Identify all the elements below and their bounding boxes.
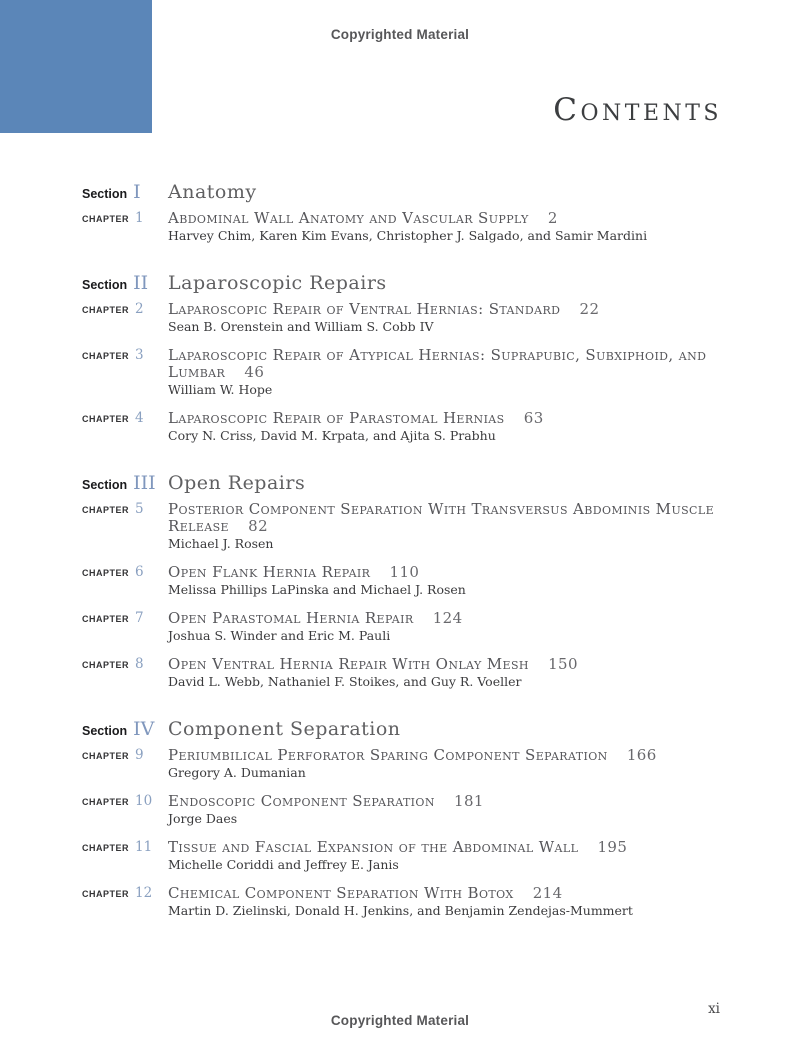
section-label — [82, 181, 168, 203]
section-word: Section — [82, 278, 128, 292]
chapter-page-number: 150 — [548, 655, 578, 673]
chapter-page-number: 82 — [248, 517, 269, 535]
blue-corner-block — [0, 0, 152, 133]
chapter-number: 6 — [135, 564, 144, 580]
chapter-entry — [168, 793, 724, 826]
chapter-title: Periumbilical Perforator Sparing Component Separation — [168, 746, 608, 764]
section-header — [82, 472, 724, 494]
chapter-title-line — [168, 210, 724, 227]
section-number: I — [133, 181, 141, 203]
chapter-word: CHAPTER — [82, 751, 130, 761]
chapter-word: CHAPTER — [82, 614, 130, 624]
chapter-row — [82, 301, 724, 334]
chapter-label — [82, 839, 168, 872]
chapter-number: 1 — [135, 210, 144, 226]
chapter-label — [82, 564, 168, 597]
section-label — [82, 272, 168, 294]
page-title: Contents — [553, 92, 722, 128]
chapter-entry — [168, 564, 724, 597]
chapter-entry — [168, 839, 724, 872]
section-word: Section — [82, 724, 128, 738]
chapter-row — [82, 747, 724, 780]
chapter-entry — [168, 656, 724, 689]
section-word: Section — [82, 187, 128, 201]
chapter-number: 8 — [135, 656, 144, 672]
chapter-title: Tissue and Fascial Expansion of the Abdominal Wall — [168, 838, 579, 856]
chapter-entry — [168, 347, 724, 397]
chapter-label — [82, 793, 168, 826]
chapter-entry — [168, 747, 724, 780]
chapter-number: 7 — [135, 610, 144, 626]
chapter-page-number: 110 — [389, 563, 420, 581]
chapter-authors: David L. Webb, Nathaniel F. Stoikes, and Guy R. Voeller — [168, 674, 522, 689]
chapter-title-line — [168, 793, 724, 810]
chapter-word: CHAPTER — [82, 797, 130, 807]
chapter-title: Endoscopic Component Separation — [168, 792, 435, 810]
chapter-row — [82, 610, 724, 643]
chapter-title-line — [168, 347, 724, 381]
chapter-word: CHAPTER — [82, 889, 130, 899]
chapter-authors: Gregory A. Dumanian — [168, 765, 306, 780]
section-header — [82, 718, 724, 740]
section-number: III — [133, 472, 156, 494]
chapter-number: 12 — [135, 885, 153, 901]
chapter-page-number: 214 — [532, 884, 563, 902]
chapter-number: 3 — [135, 347, 144, 363]
chapter-entry — [168, 210, 724, 243]
chapter-title-line — [168, 747, 724, 764]
chapter-label — [82, 347, 168, 397]
chapter-title: Chemical Component Separation With Botox — [168, 884, 514, 902]
chapter-label — [82, 747, 168, 780]
chapter-word: CHAPTER — [82, 505, 130, 515]
chapter-entry — [168, 410, 724, 443]
chapter-title-line — [168, 839, 724, 856]
chapter-authors: Jorge Daes — [168, 811, 238, 826]
section-label — [82, 718, 168, 740]
chapter-word: CHAPTER — [82, 568, 130, 578]
chapter-title: Laparoscopic Repair of Parastomal Hernias — [168, 409, 505, 427]
chapter-number: 5 — [135, 501, 144, 517]
chapter-number: 2 — [135, 301, 144, 317]
chapter-label — [82, 501, 168, 551]
chapter-entry — [168, 301, 724, 334]
section-title: Open Repairs — [168, 472, 306, 494]
chapter-authors: Michael J. Rosen — [168, 536, 274, 551]
chapter-row — [82, 885, 724, 918]
chapter-authors: Michelle Coriddi and Jeffrey E. Janis — [168, 857, 399, 872]
chapter-authors: Sean B. Orenstein and William S. Cobb IV — [168, 319, 434, 334]
section-label — [82, 472, 168, 494]
chapter-row — [82, 410, 724, 443]
chapter-word: CHAPTER — [82, 843, 130, 853]
chapter-page-number: 22 — [579, 300, 600, 318]
page-number: xi — [708, 1001, 720, 1017]
chapter-number: 11 — [135, 839, 153, 855]
chapter-title-line — [168, 656, 724, 673]
chapter-title: Laparoscopic Repair of Atypical Hernias: Suprapubic, Subxiphoid, and Lumbar — [168, 346, 707, 381]
section-word: Section — [82, 478, 128, 492]
chapter-title-line — [168, 501, 724, 535]
chapter-word: CHAPTER — [82, 414, 130, 424]
chapter-title-line — [168, 564, 724, 581]
chapter-entry — [168, 885, 724, 918]
section-number: IV — [133, 718, 155, 740]
chapter-page-number: 63 — [523, 409, 544, 427]
chapter-authors: William W. Hope — [168, 382, 273, 397]
section-number: II — [133, 272, 149, 294]
chapter-label — [82, 610, 168, 643]
section-title: Component Separation — [168, 718, 401, 740]
chapter-number: 9 — [135, 747, 144, 763]
chapter-title: Laparoscopic Repair of Ventral Hernias: Standard — [168, 300, 561, 318]
chapter-row — [82, 501, 724, 551]
chapter-row — [82, 347, 724, 397]
chapter-page-number: 124 — [432, 609, 463, 627]
section-block — [82, 472, 724, 689]
chapter-title: Open Parastomal Hernia Repair — [168, 609, 414, 627]
chapter-number: 10 — [135, 793, 153, 809]
section-header — [82, 181, 724, 203]
chapter-word: CHAPTER — [82, 305, 130, 315]
chapter-title: Open Flank Hernia Repair — [168, 563, 371, 581]
chapter-row — [82, 839, 724, 872]
chapter-label — [82, 410, 168, 443]
chapter-page-number: 195 — [597, 838, 628, 856]
chapter-title-line — [168, 410, 724, 427]
chapter-page-number: 2 — [547, 209, 558, 227]
watermark-bottom: Copyrighted Material — [330, 1013, 470, 1028]
chapter-authors: Martin D. Zielinski, Donald H. Jenkins, and Benjamin Zendejas-Mummert — [168, 903, 633, 918]
chapter-page-number: 46 — [244, 363, 265, 381]
chapter-label — [82, 210, 168, 243]
chapter-word: CHAPTER — [82, 351, 130, 361]
chapter-entry — [168, 610, 724, 643]
chapter-row — [82, 210, 724, 243]
chapter-title-line — [168, 610, 724, 627]
chapter-authors: Melissa Phillips LaPinska and Michael J. Rosen — [168, 582, 466, 597]
chapter-word: CHAPTER — [82, 660, 130, 670]
chapter-title-line — [168, 301, 724, 318]
section-header — [82, 272, 724, 294]
chapter-label — [82, 885, 168, 918]
chapter-label — [82, 301, 168, 334]
chapter-row — [82, 656, 724, 689]
chapter-authors: Cory N. Criss, David M. Krpata, and Ajita S. Prabhu — [168, 428, 496, 443]
watermark-top: Copyrighted Material — [330, 27, 470, 42]
chapter-row — [82, 793, 724, 826]
chapter-title: Open Ventral Hernia Repair With Onlay Mesh — [168, 655, 529, 673]
section-block — [82, 272, 724, 443]
chapter-authors: Harvey Chim, Karen Kim Evans, Christopher J. Salgado, and Samir Mardini — [168, 228, 648, 243]
chapter-title: Posterior Component Separation With Transversus Abdominis Muscle Release — [168, 500, 714, 535]
chapter-authors: Joshua S. Winder and Eric M. Pauli — [168, 628, 391, 643]
chapter-row — [82, 564, 724, 597]
section-block — [82, 718, 724, 918]
section-block — [82, 181, 724, 243]
chapter-word: CHAPTER — [82, 214, 130, 224]
chapter-number: 4 — [135, 410, 144, 426]
table-of-contents — [82, 181, 724, 931]
section-title: Laparoscopic Repairs — [168, 272, 387, 294]
chapter-title-line — [168, 885, 724, 902]
chapter-label — [82, 656, 168, 689]
section-title: Anatomy — [168, 181, 257, 203]
chapter-title: Abdominal Wall Anatomy and Vascular Supply — [168, 209, 529, 227]
chapter-page-number: 181 — [454, 792, 484, 810]
chapter-entry — [168, 501, 724, 551]
chapter-page-number: 166 — [626, 746, 657, 764]
